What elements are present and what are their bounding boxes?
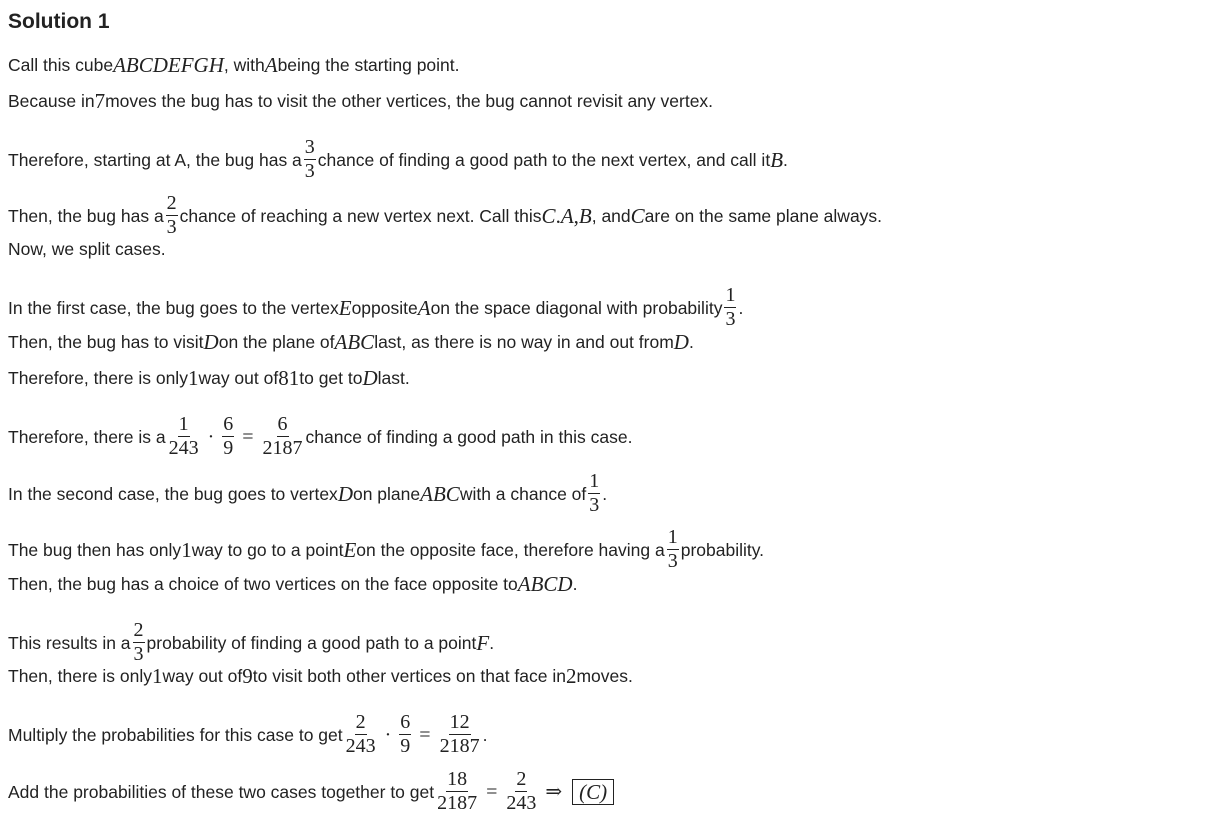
text: In the second case, the bug goes to vertex (8, 483, 338, 504)
text: . (783, 149, 788, 170)
fraction (166, 194, 178, 237)
text: on the space diagonal with probability (430, 297, 723, 318)
math-vertex: A (417, 295, 431, 320)
boxed-answer: (C) (572, 779, 614, 805)
fraction (505, 770, 537, 813)
math-vertex: A (560, 203, 574, 228)
solution-line (8, 90, 713, 112)
text: . (572, 574, 578, 594)
text: way out of (162, 666, 243, 686)
solution-line (8, 528, 764, 571)
math-vertex: B (578, 203, 592, 228)
text: Add the probabilities of these two cases together to get (8, 781, 435, 802)
text: to get to (299, 368, 363, 388)
solution-line (8, 713, 487, 756)
text: . (738, 297, 744, 318)
text: moves. (576, 666, 633, 686)
text: Therefore, there is only (8, 368, 188, 388)
text: chance of reaching a new vertex next. Call this (179, 205, 542, 226)
text: are on the same plane always. (644, 205, 883, 226)
math-vertex: D (362, 366, 378, 390)
text: on the opposite face, therefore having a (356, 539, 665, 560)
fraction-numerator: 1 (178, 413, 189, 435)
fraction-numerator: 6 (400, 711, 411, 733)
fraction-numerator: 2 (516, 768, 527, 790)
fraction-denominator: 243 (506, 792, 537, 814)
math-vertex: E (338, 295, 352, 320)
fraction (399, 713, 411, 756)
fraction (345, 713, 377, 756)
solution-line (8, 238, 166, 260)
fraction-numerator: 2 (355, 711, 366, 733)
math-number: 7 (94, 89, 106, 113)
solution-line (8, 367, 410, 389)
math-number: 81 (278, 366, 300, 390)
text: Then, the bug has to visit (8, 332, 204, 352)
math-vertex: E (343, 537, 357, 562)
text: being the starting point. (277, 55, 460, 75)
math-punct: , (573, 203, 579, 228)
math-plane: ABC (334, 330, 375, 354)
text: chance of finding a good path to the next vertex, and call it (317, 149, 771, 170)
text: Now, we split cases. (8, 239, 166, 259)
text: The bug then has only (8, 539, 182, 560)
text: Therefore, there is a (8, 426, 166, 447)
fraction-denominator: 2187 (262, 437, 303, 459)
text: Then, the bug has a (8, 205, 164, 226)
solution-line (8, 286, 743, 329)
solution-line (8, 194, 882, 237)
solution-heading: Solution 1 (8, 10, 110, 33)
fraction-numerator: 1 (725, 284, 736, 306)
text: probability of finding a good path to a point (146, 632, 477, 653)
text: . (688, 332, 694, 352)
fraction-numerator: 6 (223, 413, 234, 435)
fraction (439, 713, 481, 756)
fraction-denominator: 243 (345, 735, 376, 757)
fraction-denominator: 2187 (437, 792, 478, 814)
text: Therefore, starting at A, the bug has a (8, 149, 302, 170)
text: Then, the bug has a choice of two vertices on the face opposite to (8, 574, 518, 594)
fraction-denominator: 243 (168, 437, 199, 459)
solution-line (8, 54, 460, 76)
math-operator: = (242, 425, 254, 448)
math-punct: . (555, 203, 561, 228)
text: on the plane of (218, 332, 335, 352)
solution-line (8, 770, 614, 813)
text: . (489, 632, 495, 653)
solution-line (8, 573, 577, 595)
text: way to go to a point (191, 539, 344, 560)
solution-line (8, 331, 694, 353)
text: way out of (198, 368, 279, 388)
fraction-denominator: 3 (725, 308, 736, 330)
solution-line (8, 138, 788, 181)
text: This results in a (8, 632, 131, 653)
solution-line (8, 472, 607, 515)
math-vertex: D (203, 330, 219, 354)
text: last. (377, 368, 410, 388)
text: last, as there is no way in and out from (374, 332, 674, 352)
fraction-denominator: 3 (667, 550, 678, 572)
text: opposite (351, 297, 418, 318)
math-vertex: C (541, 203, 556, 228)
text: Then, there is only (8, 666, 152, 686)
math-vertex: B (770, 147, 784, 172)
fraction-numerator: 1 (667, 526, 678, 548)
text: Call this cube (8, 55, 114, 75)
math-operator: · (207, 425, 215, 448)
text: Multiply the probabilities for this case to get (8, 724, 343, 745)
text: probability. (680, 539, 765, 560)
fraction (436, 770, 478, 813)
fraction-numerator: 3 (304, 136, 315, 158)
fraction (667, 528, 679, 571)
fraction (588, 472, 600, 515)
fraction-denominator: 3 (133, 643, 144, 665)
math-vertex: A (264, 53, 278, 77)
fraction (222, 415, 234, 458)
solution-line (8, 415, 632, 458)
math-number: 2 (565, 664, 577, 688)
math-number: 9 (242, 664, 253, 688)
text: Because in (8, 91, 95, 111)
fraction-numerator: 2 (133, 619, 144, 641)
fraction-numerator: 18 (447, 768, 468, 790)
math-operator: · (384, 723, 392, 746)
text: with a chance of (459, 483, 587, 504)
fraction-denominator: 9 (400, 735, 411, 757)
fraction-numerator: 1 (589, 470, 600, 492)
math-cube-name: ABCDEFGH (113, 53, 224, 77)
math-vertex: D (337, 481, 353, 506)
fraction (168, 415, 200, 458)
text: on plane (352, 483, 421, 504)
math-operator: = (486, 780, 498, 803)
fraction-numerator: 6 (277, 413, 288, 435)
fraction-numerator: 2 (166, 192, 177, 214)
fraction (133, 621, 145, 664)
implies-arrow: ⇒ (545, 780, 563, 803)
math-vertex: F (476, 630, 490, 655)
text: moves the bug has to visit the other vertices, the bug cannot revisit any vertex. (105, 91, 714, 111)
fraction-denominator: 3 (166, 216, 177, 238)
fraction-denominator: 3 (304, 160, 315, 182)
solution-line (8, 621, 494, 664)
fraction (304, 138, 316, 181)
math-face: ABCD (517, 572, 573, 596)
fraction-denominator: 2187 (439, 735, 480, 757)
solution-line (8, 665, 633, 687)
math-number: 1 (181, 537, 192, 562)
fraction-numerator: 12 (449, 711, 470, 733)
fraction (262, 415, 304, 458)
fraction-denominator: 9 (223, 437, 234, 459)
text: , and (591, 205, 631, 226)
math-vertex: C (630, 203, 645, 228)
math-vertex: D (673, 330, 689, 354)
text: chance of finding a good path in this case. (305, 426, 633, 447)
fraction (724, 286, 736, 329)
math-number: 1 (187, 366, 199, 390)
text: , with (223, 55, 265, 75)
text: In the first case, the bug goes to the vertex (8, 297, 339, 318)
text: to visit both other vertices on that face in (252, 666, 566, 686)
fraction-denominator: 3 (589, 494, 600, 516)
math-operator: = (419, 723, 431, 746)
text: . (602, 483, 608, 504)
text: . (482, 724, 488, 745)
math-plane: ABC (420, 481, 460, 506)
math-number: 1 (151, 664, 163, 688)
